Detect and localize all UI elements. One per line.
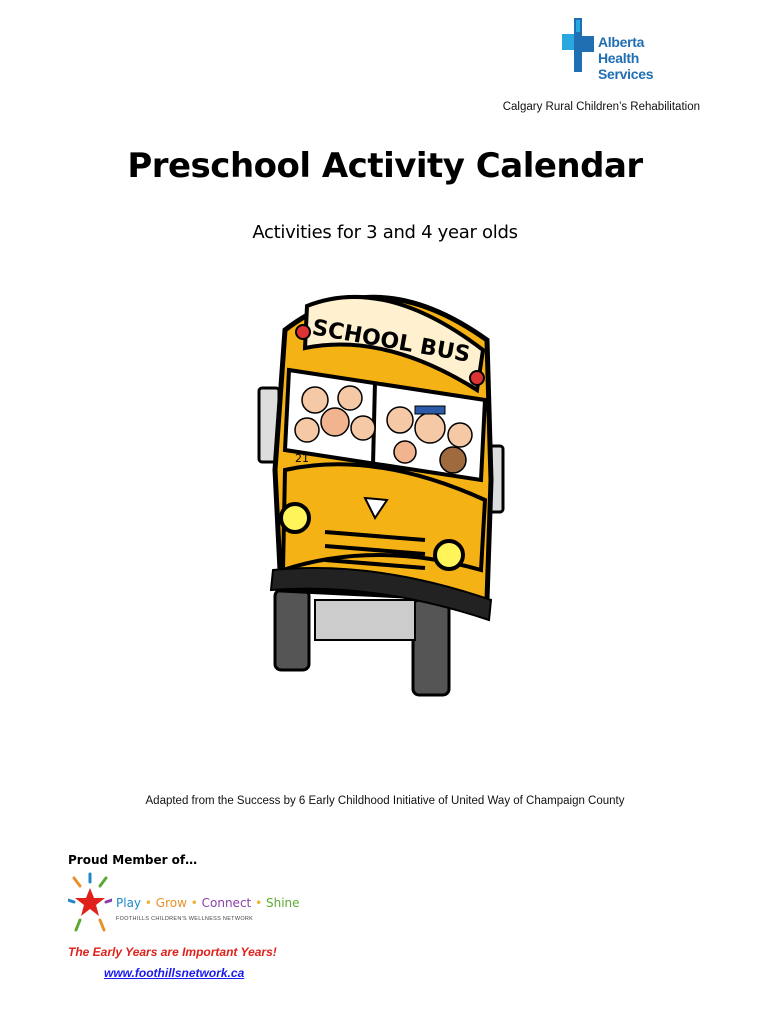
separator-dot: • [190,896,198,910]
word-shine: Shine [265,896,300,910]
word-grow: Grow [155,896,187,910]
separator-dot: • [255,896,263,910]
slogan: The Early Years are Important Years! [68,945,277,959]
foothills-network-logo [68,872,300,934]
network-tagline: FOOTHILLS CHILDREN'S WELLNESS NETWORK [116,916,254,922]
ahs-wordmark [598,34,672,82]
bus-sign-text: SCHOOL BUS [310,315,473,368]
credit-line: Adapted from the Success by 6 Early Childhood Initiative of United Way of Champaign County [145,795,625,807]
document-title: Preschool Activity Calendar [127,146,643,186]
separator-dot: • [144,896,152,910]
alberta-health-services-logo [562,18,672,82]
proud-member-label: Proud Member of… [68,853,198,867]
star-figures-icon [68,872,112,932]
document-subtitle: Activities for 3 and 4 year olds [252,222,518,243]
word-play: Play [116,896,142,910]
network-website-link[interactable]: www.foothillsnetwork.ca [104,966,245,980]
ahs-wordmark-line2: Services [598,66,654,82]
word-connect: Connect [201,896,252,910]
ahs-wordmark-line1: Alberta Health [598,34,645,66]
network-wordmark [116,896,300,910]
department-name: Calgary Rural Children’s Rehabilitation [502,101,700,113]
ahs-cross-icon [562,18,596,72]
school-bus-illustration [255,270,515,730]
bus-number: 21 [295,452,309,465]
